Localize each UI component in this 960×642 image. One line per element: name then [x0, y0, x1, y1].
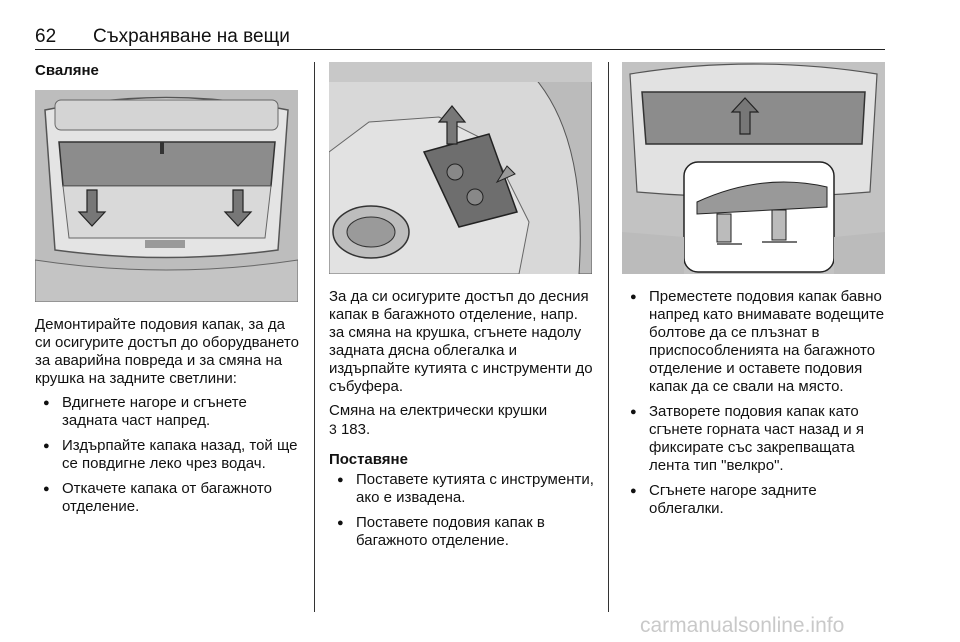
installation-steps-continued-list	[622, 288, 887, 518]
column-divider	[608, 62, 609, 612]
cargo-floor-cover-removal-illustration	[35, 90, 298, 302]
bulb-replacement-link[interactable]: Смяна на електрически крушки	[329, 402, 548, 419]
access-paragraph: За да си осигурите достъп до десния капак в багажното отделение, напр. за смяна на крушка, сгънете надолу задната дясна облегалка и издърпайте кутията с инструменти до събуфера.	[329, 288, 593, 395]
page-header	[35, 20, 885, 50]
page-reference-arrow-icon: 3	[329, 421, 337, 437]
list-item: ● Откачете капака от багажното отделение.	[35, 480, 300, 516]
section-heading-installation: Поставяне	[329, 451, 408, 468]
bulb-replacement-reference	[329, 402, 594, 439]
list-item: ● Поставете подовия капак в багажното отделение.	[329, 514, 594, 550]
column-divider	[314, 62, 315, 612]
removal-intro-text: Демонтирайте подовия капак, за да си осигурите достъп до оборудването за аварийна повреда и за смяна на крушка на задните светлини:	[35, 316, 299, 387]
column-3	[622, 62, 887, 525]
page-title: Съхраняване на вещи	[93, 26, 290, 47]
removal-steps-list	[35, 394, 300, 516]
tool-box-lift-illustration	[329, 62, 592, 274]
column-1	[35, 62, 300, 523]
column-2	[329, 62, 594, 557]
list-item: ● Поставете кутията с инструменти, ако е извадена.	[329, 471, 594, 507]
section-heading-removal: Сваляне	[35, 62, 99, 79]
page-number: 62	[35, 26, 57, 47]
list-item: ● Затворете подовия капак като сгънете горната част назад и я фиксирате със закрепващата лента тип "велкро".	[622, 403, 887, 475]
floor-cover-installation-illustration	[622, 62, 885, 274]
list-item: ● Сгънете нагоре задните облегалки.	[622, 482, 887, 518]
watermark: carmanualsonline.info	[640, 614, 845, 637]
installation-steps-list	[329, 471, 594, 550]
list-item: ● Издърпайте капака назад, той ще се повдигне леко чрез водач.	[35, 437, 300, 473]
list-item: ● Вдигнете нагоре и сгънете задната част напред.	[35, 394, 300, 430]
page-reference[interactable]: 183.	[336, 421, 371, 438]
list-item: ● Преместете подовия капак бавно напред като внимавате водещите болтове да се плъзнат в приспособленията на багажното отделение и оставете подовия капак да се свали на място.	[622, 288, 887, 396]
